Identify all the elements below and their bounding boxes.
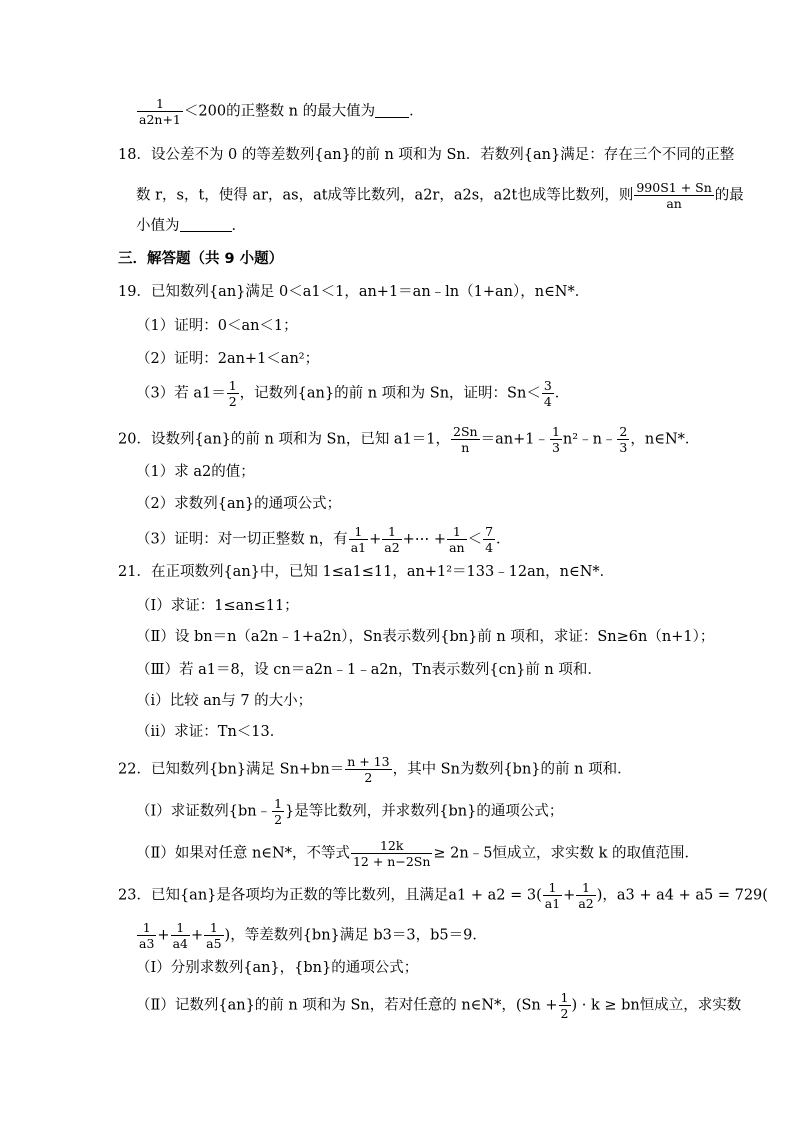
q23-part-2: （Ⅱ）记数列{an}的前 n 项和为 Sn，若对任意的 n∈N*，(Sn + $\frac{1}{2}$ ) · k ≥ bn恒成立，求实数 [136,990,742,1021]
q23-line-2: $\frac{1}{a3}$ + $\frac{1}{a4}$ + $\frac{1}{a5}$ )，等差数列{bn}满足 b3＝3，b5＝9． [139,920,487,951]
q18-line-2: 数 r，s，t，使得 ar，as，at成等比数列，a2r，a2s，a2t也成等比数列，则 $\frac{990S1 + Sn}{an}$ 的最 [136,180,744,211]
q22-stem: 22．已知数列{bn}满足 Sn+bn＝ $\frac{n + 13}{2}$ ，其中 Sn为数列{bn}的前 n 项和． [118,754,632,785]
fraction: $\frac{1}{2}$ [274,796,283,827]
q19-part-1: （1）证明：0＜an＜1； [136,318,298,334]
q20-part-1: （1）求 a2的值； [136,464,255,480]
q17-tail: $\frac{1}{a2n+1}$ ＜200的正整数 n 的最大值为 ． [139,96,424,127]
fraction: $\frac{n + 13}{2}$ [347,754,390,785]
answer-blank[interactable] [180,231,232,232]
fraction: $\frac{1}{2}$ [228,378,237,409]
q21-part-1: （Ⅰ）求证：1≤an≤11； [136,598,299,614]
q19-part-2: （2）证明：2an+1＜an²； [136,351,320,367]
fraction: $\frac{1}{3}$ [551,424,560,455]
fraction: $\frac{1}{a5}$ [206,920,222,951]
q20-part-3: （3）证明：对一切正整数 n，有 $\frac{1}{a1}$ + $\frac{1}{a2}$ +⋯ + $\frac{1}{an}$ ＜ $\frac{7}{4}$ ． [136,524,511,555]
q21-part-2: （Ⅱ）设 bn＝n（a2n﹣1+a2n），Sn表示数列{bn}前 n 项和，求证：Sn≥6n（n+1）； [136,629,715,645]
q22-part-1: （Ⅰ）求证数列{bn﹣ $\frac{1}{2}$ }是等比数列，并求数列{bn}的通项公式； [136,796,564,827]
fraction: $\frac{2}{3}$ [619,424,628,455]
fraction: $\frac{1}{a3}$ [139,920,155,951]
fraction: $\frac{1}{a1}$ [350,524,367,555]
q21-part-3-i: （i）比较 an与 7 的大小； [136,693,313,709]
q21-stem: 21．在正项数列{an}中，已知 1≤a1≤11，an+1²＝133﹣12an，n∈N*． [118,564,615,580]
fraction: $\frac{1}{a4}$ [172,920,188,951]
fraction: $\frac{7}{4}$ [485,524,494,555]
q19-stem: 19．已知数列{an}满足 0＜a1＜1，an+1＝an﹣ln（1+an），n∈N*． [118,284,590,300]
q20-part-2: （2）求数列{an}的通项公式； [136,496,342,512]
q22-part-2: （Ⅱ）如果对任意 n∈N*，不等式 $\frac{12k}{12 + n-2Sn}$ ≥ 2n﹣5恒成立，求实数 k 的取值范围． [136,838,699,869]
fraction: $\frac{1}{a2n+1}$ [139,96,181,127]
q23-line-1: 23．已知{an}是各项均为正数的等比数列，且满足a1 + a2 = 3( $\frac{1}{a1}$ + $\frac{1}{a2}$ )，a3 + a4 + a5 = 729( [118,880,768,911]
fraction: $\frac{3}{4}$ [543,378,552,409]
q18-line-1: 18．设公差不为 0 的等差数列{an}的前 n 项和为 Sn．若数列{an}满足：存在三个不同的正整 [118,147,735,163]
q18-line-3: 小值为 ． [136,218,246,234]
fraction: $\frac{1}{2}$ [560,990,569,1021]
q19-part-3: （3）若 a1＝ $\frac{1}{2}$ ，记数列{an}的前 n 项和为 Sn，证明：Sn＜ $\frac{3}{4}$ ． [136,378,570,409]
fraction: $\frac{12k}{12 + n-2Sn}$ [352,838,431,869]
q21-part-3: （Ⅲ）若 a1＝8，设 cn＝a2n﹣1﹣a2n，Tn表示数列{cn}前 n 项和． [136,662,602,678]
fraction: $\frac{1}{an}$ [449,524,465,555]
fraction: $\frac{1}{a2}$ [384,524,400,555]
q20-stem: 20．设数列{an}的前 n 项和为 Sn，已知 a1＝1， $\frac{2Sn}{n}$ ＝an+1﹣ $\frac{1}{3}$ n²﹣n﹣ $\frac{2}{3}$ ，n∈N*． [118,424,700,455]
fraction: $\frac{990S1 + Sn}{an}$ [636,180,712,211]
fraction: $\frac{1}{a2}$ [578,880,594,911]
fraction: $\frac{2Sn}{n}$ [453,424,478,455]
q21-part-3-ii: （ii）求证：Tn＜13． [136,724,285,740]
fraction: $\frac{1}{a1}$ [544,880,561,911]
q23-part-1: （Ⅰ）分别求数列{an}，{bn}的通项公式； [136,960,419,976]
answer-blank[interactable] [375,117,409,118]
section-heading: 三．解答题（共 9 小题） [118,251,284,267]
